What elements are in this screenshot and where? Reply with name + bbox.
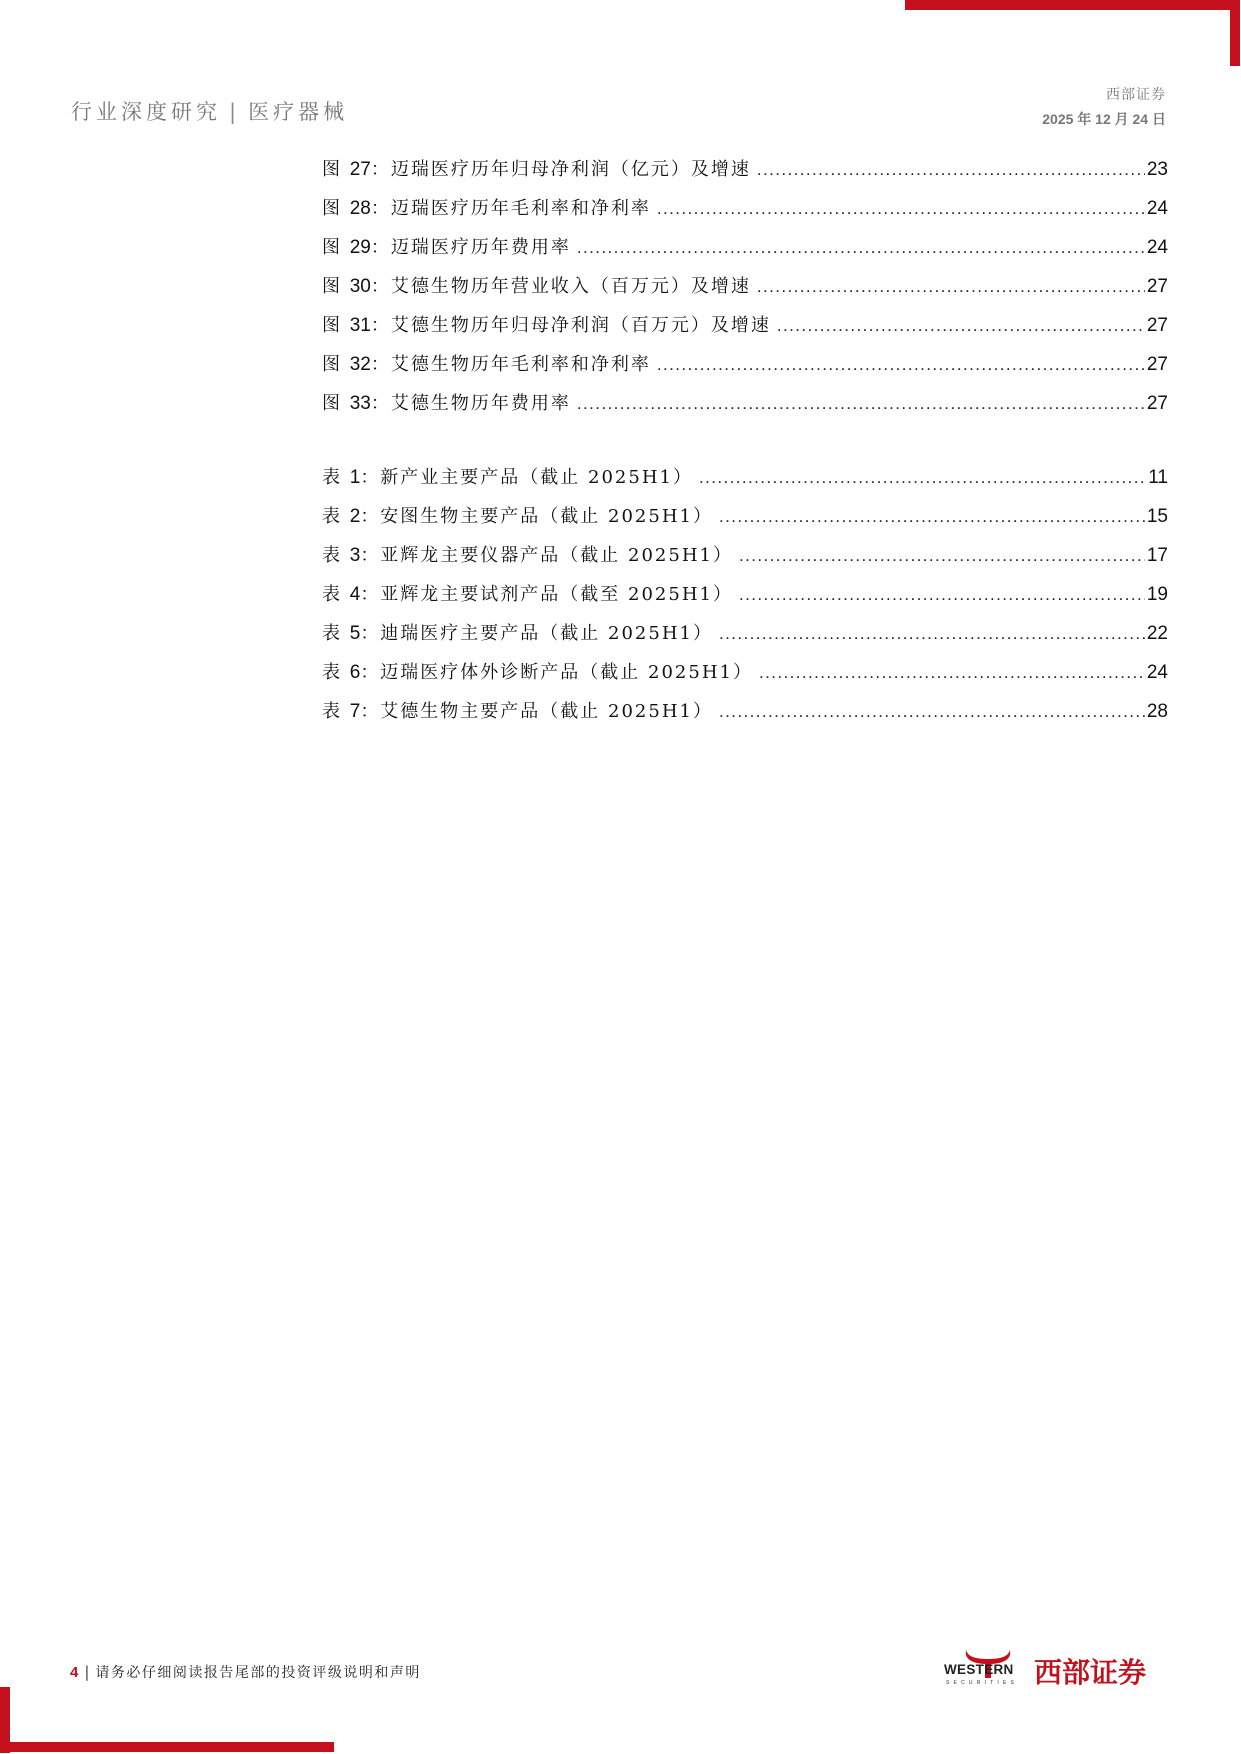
entry-prefix: 图 <box>322 315 350 336</box>
page-number: 4 <box>70 1664 79 1681</box>
entry-page: 19 <box>1146 584 1168 605</box>
entry-page: 24 <box>1146 237 1168 258</box>
entry-title: ：迈瑞医疗历年毛利率和净利率 <box>370 198 651 219</box>
entry-title: ：迪瑞医疗主要产品（截止 2025H1） <box>360 623 713 644</box>
toc-entry[interactable] <box>322 389 1168 428</box>
top-red-bar <box>905 0 1240 10</box>
footer-disclaimer <box>70 1662 421 1682</box>
report-date: 2025 年 12 月 24 日 <box>1042 111 1166 127</box>
report-category-header <box>71 96 348 126</box>
header-brand: 西部证券 <box>1106 87 1166 103</box>
entry-prefix: 表 <box>322 506 350 527</box>
dot-leader <box>577 238 1145 258</box>
entry-title: ：亚辉龙主要仪器产品（截止 2025H1） <box>360 545 733 566</box>
entry-title: ：新产业主要产品（截止 2025H1） <box>360 467 693 488</box>
toc-entry[interactable] <box>322 619 1168 658</box>
bottom-red-bar <box>0 1742 334 1752</box>
entry-title: ：安图生物主要产品（截止 2025H1） <box>360 506 713 527</box>
entry-prefix: 表 <box>322 584 350 605</box>
disclaimer-text: 请务必仔细阅读报告尾部的投资评级说明和声明 <box>95 1665 421 1681</box>
entry-page: 27 <box>1146 393 1168 414</box>
entry-number: 7 <box>349 701 361 722</box>
dot-leader <box>777 316 1145 336</box>
logo-english-subtitle: SECURITIES <box>946 1680 1019 1686</box>
toc-entry[interactable] <box>322 272 1168 311</box>
entry-page: 27 <box>1146 354 1168 375</box>
entry-number: 6 <box>349 662 361 683</box>
header-separator: | <box>229 100 241 124</box>
entry-number: 1 <box>349 467 361 488</box>
dot-leader <box>657 199 1145 219</box>
entry-prefix: 图 <box>322 354 350 375</box>
dot-leader <box>719 507 1145 527</box>
entry-page: 22 <box>1146 623 1168 644</box>
toc-entry[interactable] <box>322 463 1168 502</box>
entry-title: ：亚辉龙主要试剂产品（截至 2025H1） <box>360 584 733 605</box>
logo-english-name: WESTERN <box>944 1662 1014 1677</box>
figure-list <box>322 155 1168 428</box>
entry-title: ：艾德生物主要产品（截止 2025H1） <box>360 701 713 722</box>
logo-chinese-name: 西部证券 <box>1034 1656 1147 1689</box>
entry-number: 32 <box>349 354 371 375</box>
top-right-red-bar <box>1230 0 1240 66</box>
entry-title: ：迈瑞医疗体外诊断产品（截止 2025H1） <box>360 662 753 683</box>
entry-prefix: 图 <box>322 159 350 180</box>
dot-leader <box>657 355 1145 375</box>
toc-entry[interactable] <box>322 580 1168 619</box>
entry-page: 27 <box>1146 315 1168 336</box>
dot-leader <box>699 468 1146 488</box>
entry-number: 5 <box>349 623 361 644</box>
toc-entry[interactable] <box>322 697 1168 736</box>
entry-prefix: 表 <box>322 545 350 566</box>
entry-number: 30 <box>349 276 371 297</box>
dot-leader <box>739 546 1145 566</box>
entry-title: ：迈瑞医疗历年归母净利润（亿元）及增速 <box>370 159 751 180</box>
entry-prefix: 图 <box>322 393 350 414</box>
entry-title: ：艾德生物历年归母净利润（百万元）及增速 <box>370 315 771 336</box>
dot-leader <box>719 624 1145 644</box>
entry-number: 27 <box>349 159 371 180</box>
toc-entry[interactable] <box>322 194 1168 233</box>
entry-number: 33 <box>349 393 371 414</box>
toc-entry[interactable] <box>322 658 1168 697</box>
toc-entry[interactable] <box>322 155 1168 194</box>
table-list <box>322 463 1168 736</box>
entry-number: 29 <box>349 237 371 258</box>
dot-leader <box>719 702 1145 722</box>
entry-page: 23 <box>1146 159 1168 180</box>
entry-page: 11 <box>1148 467 1168 488</box>
report-sector: 医疗器械 <box>248 100 349 124</box>
entry-number: 3 <box>349 545 361 566</box>
entry-title: ：艾德生物历年毛利率和净利率 <box>370 354 651 375</box>
entry-number: 28 <box>349 198 371 219</box>
entry-number: 31 <box>349 315 371 336</box>
entry-prefix: 表 <box>322 662 350 683</box>
entry-prefix: 表 <box>322 701 350 722</box>
toc-entry[interactable] <box>322 502 1168 541</box>
entry-page: 27 <box>1146 276 1168 297</box>
footer-separator: | <box>84 1663 90 1681</box>
entry-prefix: 图 <box>322 198 350 219</box>
report-type: 行业深度研究 <box>71 100 221 124</box>
entry-title: ：迈瑞医疗历年费用率 <box>370 237 571 258</box>
dot-leader <box>577 394 1145 414</box>
toc-entry[interactable] <box>322 311 1168 350</box>
header-brand-date <box>1042 84 1166 129</box>
dot-leader <box>757 277 1145 297</box>
entry-prefix: 图 <box>322 237 350 258</box>
entry-prefix: 表 <box>322 467 350 488</box>
toc-entry[interactable] <box>322 541 1168 580</box>
dot-leader <box>739 585 1145 605</box>
toc-entry[interactable] <box>322 350 1168 389</box>
entry-number: 2 <box>349 506 361 527</box>
dot-leader <box>757 160 1145 180</box>
entry-page: 15 <box>1146 506 1168 527</box>
western-securities-logo <box>944 1648 1164 1696</box>
entry-page: 17 <box>1146 545 1168 566</box>
toc-entry[interactable] <box>322 233 1168 272</box>
entry-number: 4 <box>349 584 361 605</box>
entry-page: 24 <box>1146 662 1168 683</box>
entry-title: ：艾德生物历年费用率 <box>370 393 571 414</box>
dot-leader <box>759 663 1145 683</box>
entry-title: ：艾德生物历年营业收入（百万元）及增速 <box>370 276 751 297</box>
entry-page: 24 <box>1146 198 1168 219</box>
entry-page: 28 <box>1146 701 1168 722</box>
entry-prefix: 图 <box>322 276 350 297</box>
entry-prefix: 表 <box>322 623 350 644</box>
